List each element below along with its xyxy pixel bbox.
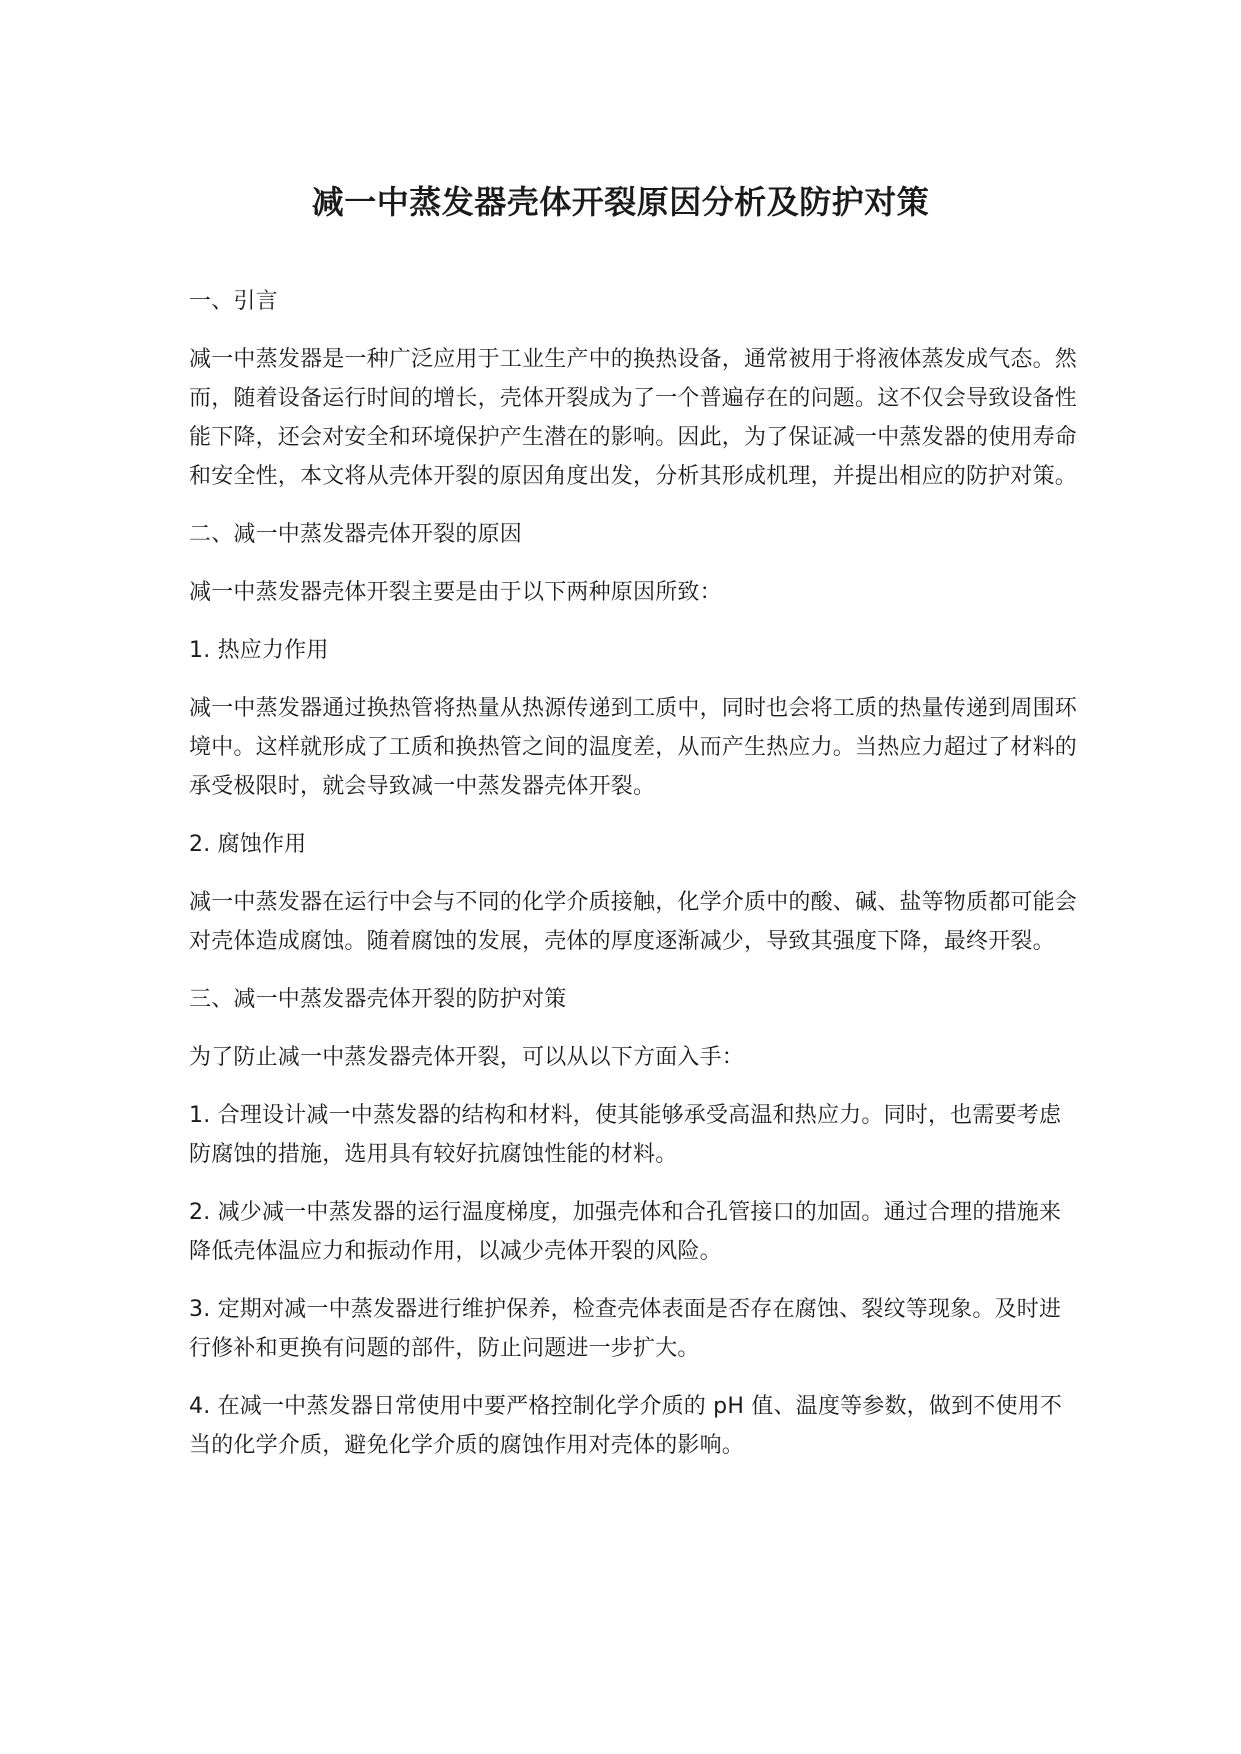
paragraph-corrosion: 减一中蒸发器在运行中会与不同的化学介质接触，化学介质中的酸、碱、盐等物质都可能会对壳体造成腐蚀。随着腐蚀的发展，壳体的厚度逐渐减少，导致其强度下降，最终开裂。 bbox=[189, 890, 1078, 954]
section-heading-causes: 二、减一中蒸发器壳体开裂的原因 bbox=[189, 522, 523, 547]
document-body bbox=[189, 282, 1079, 1484]
paragraph-thermal-stress: 减一中蒸发器通过换热管将热量从热源传递到工质中，同时也会将工质的热量传递到周围环境中。这样就形成了工质和换热管之间的温度差，从而产生热应力。当热应力超过了材料的承受极限时，就会导致减一中蒸发器壳体开裂。 bbox=[189, 696, 1078, 799]
document-title: 减一中蒸发器壳体开裂原因分析及防护对策 bbox=[311, 183, 930, 221]
list-item-maintenance: 3. 定期对减一中蒸发器进行维护保养，检查壳体表面是否存在腐蚀、裂纹等现象。及时进行修补和更换有问题的部件，防止问题进一步扩大。 bbox=[189, 1297, 1062, 1361]
section-heading-countermeasures: 三、减一中蒸发器壳体开裂的防护对策 bbox=[189, 987, 567, 1012]
list-item-temperature: 2. 减少减一中蒸发器的运行温度梯度，加强壳体和合孔管接口的加固。通过合理的措施来降低壳体温应力和振动作用，以减少壳体开裂的风险。 bbox=[189, 1200, 1062, 1264]
section-heading-intro: 一、引言 bbox=[189, 289, 278, 314]
paragraph-causes-summary: 减一中蒸发器壳体开裂主要是由于以下两种原因所致： bbox=[189, 580, 722, 605]
subheading-thermal-stress: 1. 热应力作用 bbox=[189, 638, 329, 663]
paragraph-countermeasures-summary: 为了防止减一中蒸发器壳体开裂，可以从以下方面入手： bbox=[189, 1045, 745, 1070]
subheading-corrosion: 2. 腐蚀作用 bbox=[189, 832, 307, 857]
paragraph-intro: 减一中蒸发器是一种广泛应用于工业生产中的换热设备，通常被用于将液体蒸发成气态。然而，随着设备运行时间的增长，壳体开裂成为了一个普遍存在的问题。这不仅会导致设备性能下降，还会对安全和环境保护产生潜在的影响。因此，为了保证减一中蒸发器的使用寿命和安全性，本文将从壳体开裂的原因角度出发，分析其形成机理，并提出相应的防护对策。 bbox=[189, 347, 1078, 489]
list-item-chemical-control: 4. 在减一中蒸发器日常使用中要严格控制化学介质的 pH 值、温度等参数，做到不使用不当的化学介质，避免化学介质的腐蚀作用对壳体的影响。 bbox=[189, 1394, 1063, 1458]
list-item-design: 1. 合理设计减一中蒸发器的结构和材料，使其能够承受高温和热应力。同时，也需要考虑防腐蚀的措施，选用具有较好抗腐蚀性能的材料。 bbox=[189, 1103, 1062, 1167]
